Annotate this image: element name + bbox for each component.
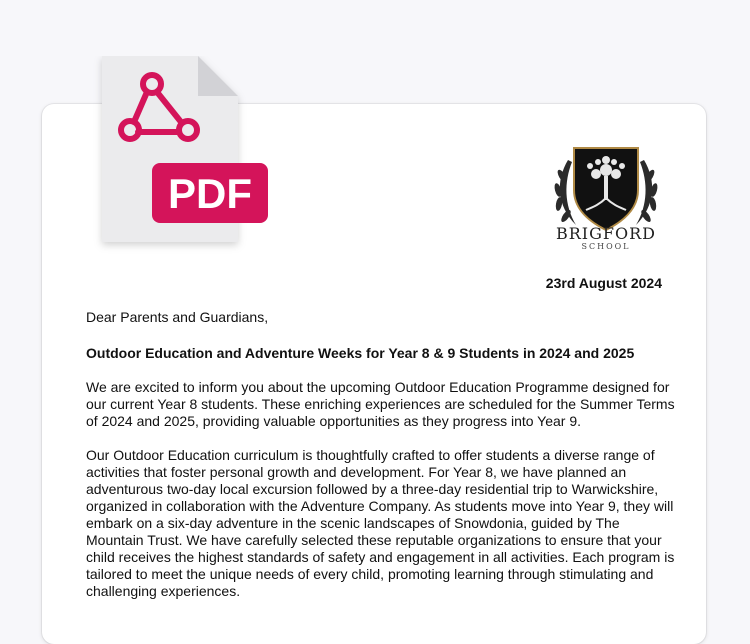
letter-body xyxy=(86,309,676,617)
paragraph: Our Outdoor Education curriculum is thoughtfully crafted to offer students a diverse range of activities that foster personal growth and development. For Year 8, we have planned an adventurous two-day local excursion followed by a three-day residential trip to Warwickshire, organized in collaboration with the Adventure Company. As students move into Year 9, they will embark on a six-day adventure in the scenic landscapes of Snowdonia, guided by The Mountain Trust. We have carefully selected these reputable organizations to ensure that your child receives the highest standards of safety and engagement in all activities. Each program is tailored to meet the unique needs of every child, promoting learning through stimulating and challenging experiences. xyxy=(86,447,675,599)
letter-subject: Outdoor Education and Adventure Weeks for Year 8 & 9 Students in 2024 and 2025 xyxy=(86,345,635,361)
salutation: Dear Parents and Guardians, xyxy=(86,309,269,325)
paragraph: We are excited to inform you about the upcoming Outdoor Education Programme designed for our current Year 8 students. These enriching experiences are scheduled for the Summer Terms of 2024 and 2025, providing valuable opportunities as they progress into Year 9. xyxy=(86,379,675,429)
pdf-label: PDF xyxy=(168,170,252,217)
school-name: BRIGFORD xyxy=(556,224,656,243)
school-subtitle: SCHOOL xyxy=(581,242,631,251)
letter-date: 23rd August 2024 xyxy=(545,275,662,291)
pdf-file-icon xyxy=(92,56,282,256)
